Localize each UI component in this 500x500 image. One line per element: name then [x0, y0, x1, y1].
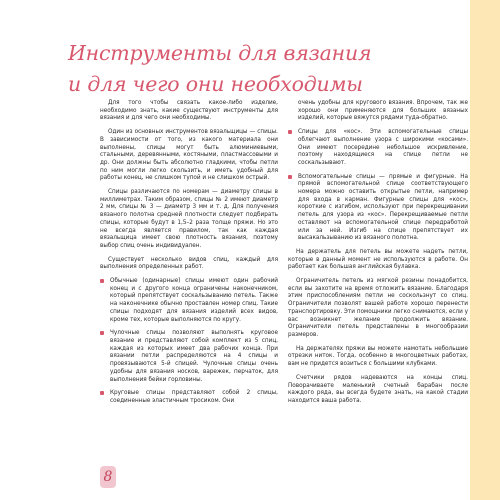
bullet-icon [100, 391, 104, 395]
side-color-bar [470, 0, 500, 500]
paragraph: очень удобны для кругового вязания. Впрочем, так же хорошо они применяются для больших вязаных изделий, которые вяжутся рядами туда-обратно. [298, 100, 468, 122]
page-title-line-2: и для чего они необходимы [68, 72, 363, 96]
paragraph: Счетчики рядов надеваются на концы спиц. Поворачиваете маленький счетный барабан после каждого ряда, вы всегда будете знать, на какой стадии находится ваша работа. [288, 374, 468, 404]
list-item [100, 330, 278, 384]
list-item [288, 129, 468, 168]
list-item-text: Чулочные спицы позволяют выполнять круговое вязание и представляют собой комплект из 5 спиц, каждая из которых имеет два рабочих конца. При вязании петли распределяются на 4 спицы и провязываются 5-й спицей. Чулочные спицы очень удобны для вязания носков, варежек, перчаток, для выполнения бейки горловины. [110, 330, 278, 383]
list-item-text: Обычные (одинарные) спицы имеют один рабочий конец и с другого конца ограничены наконечником, который препятствует соскальзыванию петель. Также на наконечнике обычно проставлен номер спиц. Такие спицы подходят для вязания изделий всех видов, кроме тех, которые выполняются по кругу. [110, 278, 278, 323]
left-column [100, 100, 278, 412]
list-item-text: Вспомогательные спицы — прямые и фигурные. На прямой вспомогательной спице соответствующего номера можно оставить открытые петли, например для входа в карман. Фигурные спицы для «кос», короткие с изгибом, используют при перекрещивании петель для узора из «кос». Перекрещиваемые петли оставляют на вспомогательной спице передработой или за ней. Изгиб на спице препятствует их высакальзыванию из вязаного полотна. [298, 173, 468, 242]
right-column [288, 100, 468, 412]
paragraph: Один из основных инструментов вязальщицы — спицы. В зависимости от того, из какого материала они выполнены, спицы могут быть алюминиевыми, стальными, деревянными, костяными, пластмассовыми и др. Они должны быть абсолютно гладкими, чтобы петли по ним могли легко скользить, и иметь удобный для работы конец, не слишком тупой и не слишком острый. [100, 129, 278, 182]
list-item [288, 174, 468, 243]
page-number: 8 [103, 469, 113, 485]
paragraph: Для того чтобы связать какое-либо изделие, необходимо знать, какие существуют инструменты для вязания и для чего они необходимы. [100, 100, 278, 122]
bullet-icon [288, 175, 292, 179]
bullet-icon [100, 279, 104, 283]
list-item [100, 390, 278, 405]
list-item-text: Круговые спицы представляют собой 2 спицы, соединенные эластичным тросиком. Они [110, 390, 278, 404]
bullet-icon [100, 331, 104, 335]
bullet-icon [288, 130, 292, 134]
paragraph: Ограничитель петель из мягкой резины понадобится, если вы захотите на время отложить вязание. Благодаря этим приспособлениям петли не соскользнут со спиц. Ограничители позволят вашей работе хорошо перенести транспортировку. Эти помощники легко снимаются, если у вас возникнет желание продолжить вязание. Ограничители петель представлены в многообразии размеров. [288, 278, 468, 338]
paragraph: Существует несколько видов спиц, каждый для выполнения определенных работ. [100, 256, 278, 271]
list-item-text: Спицы для «кос». Эти вспомогательные спицы облегчают выполнение узора с широкими «косами». Они имеют посередине небольшое искривление, поэтому находящиеся на спице петли не соскальзывают. [298, 129, 468, 166]
paragraph: На держатель для петель вы можете надеть петли, которые в данный момент не используются в работе. Он работает как большая английская булавка. [288, 248, 468, 271]
page-title-line-1: Инструменты для вязания [68, 41, 372, 65]
list-item [100, 278, 278, 324]
page-title [68, 38, 468, 100]
paragraph: Спицы различаются по номерам — диаметру спицы в миллиметрах. Таким образом, спицы № 2 имеют диаметр 2 мм, спицы № 3 — диаметр 3 мм и т. д. Для получения вязаного полотна средней плотности следует подбирать спицы, которые будут в 1,5–2 раза толще пряжи. Но это не всегда является правилом, так как каждая вязальщица имеет свою плотность вязания, поэтому выбор спиц очень индивидуален. [100, 189, 278, 249]
paragraph: На держателях пряжи вы можете намотать небольшие отрезки ниток. Тогда, особенно в многоцветных работах, вам не придется возиться с большими клубками. [288, 345, 468, 368]
